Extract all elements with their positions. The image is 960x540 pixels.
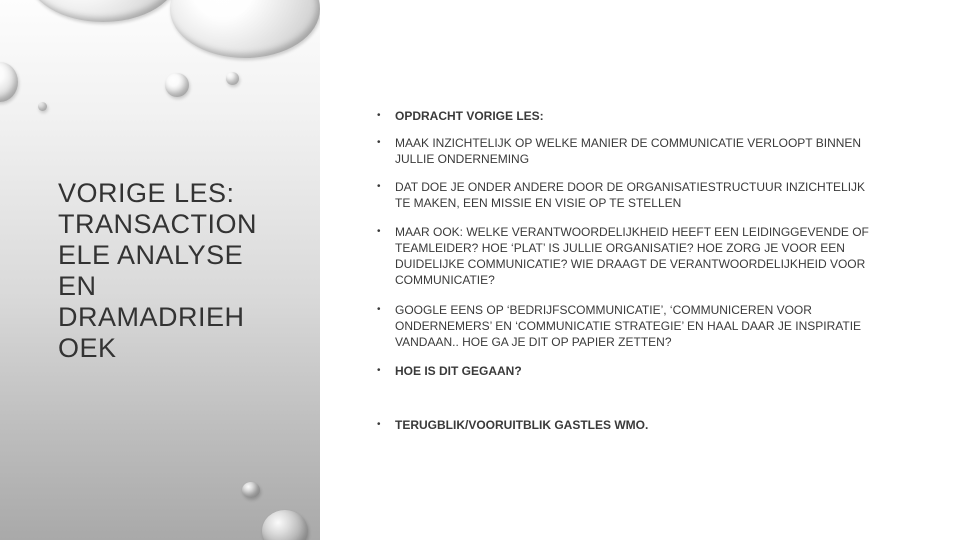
bullet-item [377, 135, 877, 167]
bullet-item [377, 417, 877, 433]
slide-title-line: EN [58, 271, 97, 301]
bullet-item [377, 108, 877, 124]
slide-title-line: DRAMADRIEH [58, 302, 245, 332]
bullet-marker: • [377, 137, 381, 148]
bullet-text: MAAR OOK: WELKE VERANTWOORDELIJKHEID HEEFT EEN LEIDINGGEVENDE OF TEAMLEIDER? HOE ‘PLAT’ IS JULLIE ORGANISATIE? HOE ZORG JE VOOR EEN DUIDELIJKE COMMUNICATIE? WIE DRAAGT DE VERANTWOORDELIJKHEID VOOR COMMUNICATIE? [395, 225, 869, 287]
bullet-text: OPDRACHT VORIGE LES: [395, 109, 544, 123]
bullet-marker: • [377, 365, 381, 376]
water-drop-decoration [262, 510, 308, 540]
bullet-text: DAT DOE JE ONDER ANDERE DOOR DE ORGANISATIESTRUCTUUR INZICHTELIJK TE MAKEN, EEN MISSIE EN VISIE OP TE STELLEN [395, 180, 866, 210]
slide-title [58, 178, 298, 364]
bullet-text: TERUGBLIK/VOORUITBLIK GASTLES WMO. [395, 418, 649, 432]
slide-title-line: TRANSACTION [58, 209, 258, 239]
slide-title-line: VORIGE LES: [58, 178, 235, 208]
bullet-marker: • [377, 304, 381, 315]
water-drop-decoration [38, 102, 47, 111]
bullet-item [377, 224, 877, 288]
bullet-item [377, 179, 877, 211]
water-drop-decoration [242, 482, 260, 498]
bullet-marker: • [377, 419, 381, 430]
bullet-text: GOOGLE EENS OP ‘BEDRIJFSCOMMUNICATIE’, ‘COMMUNICEREN VOOR ONDERNEMERS’ EN ‘COMMUNICATIE STRATEGIE’ EN HAAL DAAR JE INSPIRATIE VANDAAN.. HOE GA JE DIT OP PAPIER ZETTEN? [395, 303, 862, 349]
water-drop-decoration [170, 0, 320, 58]
bullet-item [377, 302, 877, 350]
slide-title-line: ELE ANALYSE [58, 240, 244, 270]
bullet-text: MAAK INZICHTELIJK OP WELKE MANIER DE COMMUNICATIE VERLOOPT BINNEN JULLIE ONDERNEMING [395, 136, 862, 166]
water-drop-decoration [28, 0, 178, 22]
water-drop-decoration [165, 73, 189, 97]
bullet-marker: • [377, 110, 381, 121]
bullet-text: HOE IS DIT GEGAAN? [395, 364, 522, 378]
water-drop-decoration [0, 62, 18, 102]
bullet-marker: • [377, 226, 381, 237]
water-drop-decoration [226, 72, 239, 85]
bullet-marker: • [377, 181, 381, 192]
bullet-item [377, 363, 877, 379]
slide-title-line: OEK [58, 333, 117, 363]
